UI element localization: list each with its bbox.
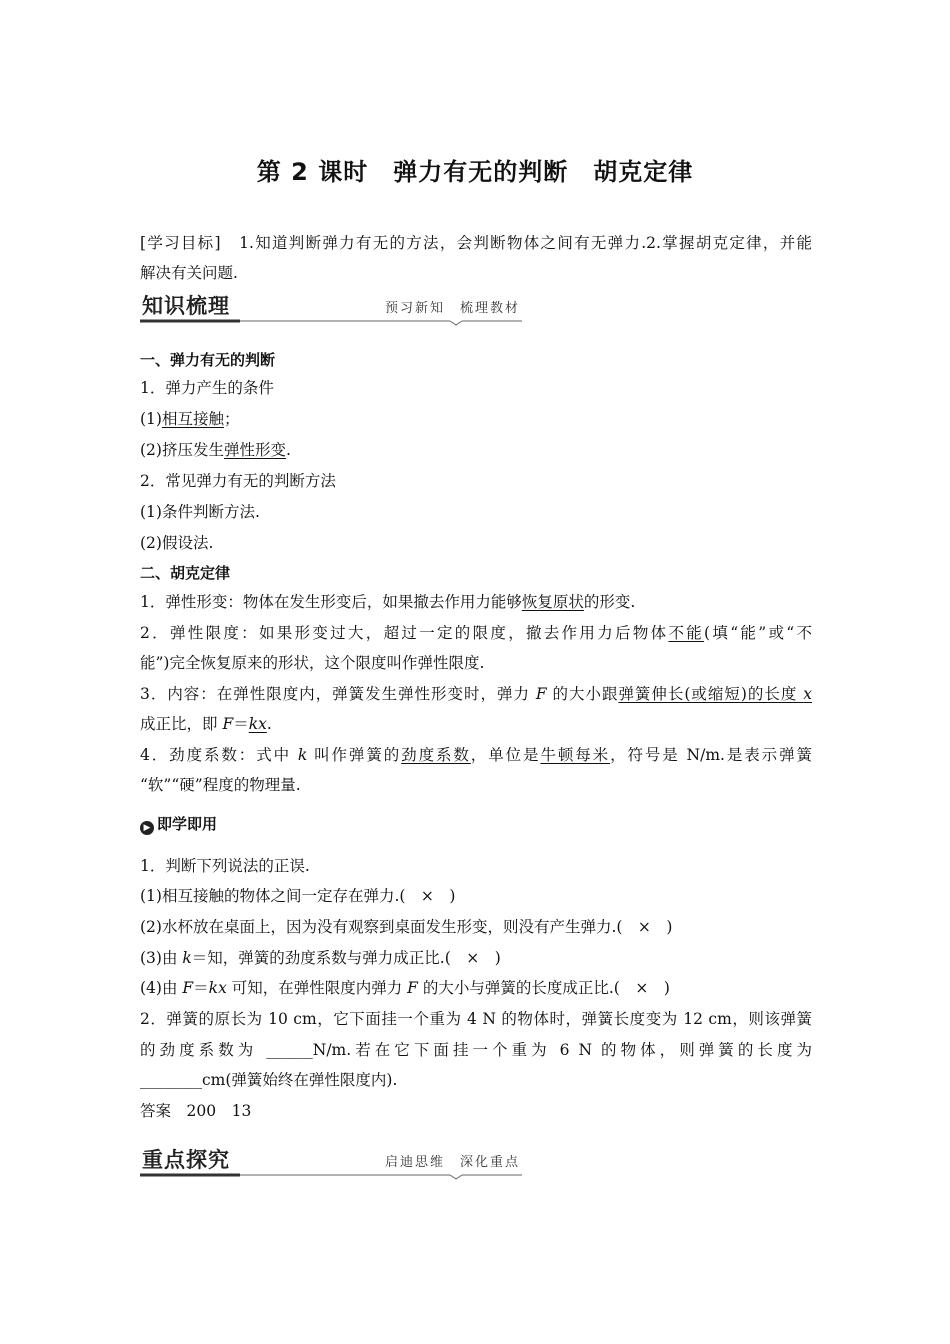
question-item: (3)由 k＝知，弹簧的劲度系数与弹力成正比.( × ) — [140, 949, 501, 967]
answer: 答案 200 13 — [140, 1102, 252, 1120]
page-title: 第 2 课时 弹力有无的判断 胡克定律 — [256, 158, 694, 186]
list-item: (1)条件判断方法. — [140, 503, 260, 521]
question-item: (1)相互接触的物体之间一定存在弹力.( × ) — [140, 887, 456, 905]
list-item: (2)假设法. — [140, 534, 214, 552]
question: 2．弹簧的原长为 10 cm，它下面挂一个重为 4 N 的物体时，弹簧长度变为 12 cm，则该弹簧 — [140, 1010, 812, 1028]
objectives-line-2: 解决有关问题. — [140, 264, 238, 282]
answer-blank: 恢复原状 — [521, 593, 584, 611]
list-item: 2．常见弹力有无的判断方法 — [140, 472, 336, 490]
band-subtitle: 预习新知 梳理教材 — [384, 301, 520, 316]
objectives-line-1 — [140, 233, 812, 253]
paragraph-cont: 成正比，即 F＝kx. — [140, 715, 272, 733]
list-item: (1)相互接触； — [140, 410, 240, 428]
question-cont: ________cm(弹簧始终在弹性限度内). — [140, 1071, 398, 1089]
answer-blank: 牛顿每米 — [540, 746, 611, 764]
band-title: 知识梳理 — [142, 294, 230, 318]
question-cont: 的劲度系数为 ______N/m.若在它下面挂一个重为 6 N 的物体，则弹簧的长度为 — [140, 1041, 812, 1059]
question-item: (2)水杯放在桌面上，因为没有观察到桌面发生形变，则没有产生弹力.( × ) — [140, 918, 673, 936]
answer-blank: 弹簧伸长(或缩短)的长度 x — [618, 685, 812, 703]
band-title: 重点探究 — [142, 1148, 230, 1172]
paragraph: 4．劲度系数：式中 k 叫作弹簧的劲度系数，单位是牛顿每米，符号是 N/m.是表示弹簧 — [140, 746, 812, 764]
objectives-label: [学习目标] — [140, 234, 221, 252]
paragraph: 1．弹性形变：物体在发生形变后，如果撤去作用力能够恢复原状的形变. — [140, 593, 636, 611]
section-band-knowledge — [140, 290, 522, 324]
section-heading-1: 一、弹力有无的判断 — [140, 351, 276, 369]
paragraph-cont: 能”)完全恢复原来的形状，这个限度叫作弹性限度. — [140, 654, 485, 672]
answer-blank: 不能 — [668, 624, 705, 642]
question-item: (4)由 F＝kx 可知，在弹性限度内弹力 F 的大小与弹簧的长度成正比.( × ) — [140, 979, 670, 997]
objectives-text-1: 1.知道判断弹力有无的方法，会判断物体之间有无弹力.2.掌握胡克定律，并能 — [239, 234, 812, 252]
paragraph-cont: “软”“硬”程度的物理量. — [140, 776, 301, 794]
section-heading-2: 二、胡克定律 — [140, 564, 231, 582]
answer-blank: kx — [248, 715, 267, 733]
answer-blank: 相互接触 — [161, 410, 224, 428]
answer-blank: 劲度系数 — [401, 746, 471, 764]
answer-blank: 弹性形变 — [223, 441, 286, 459]
paragraph: 3．内容：在弹性限度内，弹簧发生弹性形变时，弹力 F 的大小跟弹簧伸长(或缩短)的长度 x — [140, 685, 812, 703]
question: 1．判断下列说法的正误. — [140, 857, 310, 875]
paragraph: 2．弹性限度：如果形变过大，超过一定的限度，撤去作用力后物体不能(填“能”或“不 — [140, 624, 812, 642]
section-band-key-points — [140, 1144, 522, 1178]
band-subtitle: 启迪思维 深化重点 — [384, 1155, 520, 1170]
play-icon: ▶ — [140, 821, 154, 835]
practice-heading: ▶ 即学即用 — [140, 814, 812, 835]
list-item: (2)挤压发生弹性形变. — [140, 441, 291, 459]
list-item: 1．弹力产生的条件 — [140, 379, 274, 397]
